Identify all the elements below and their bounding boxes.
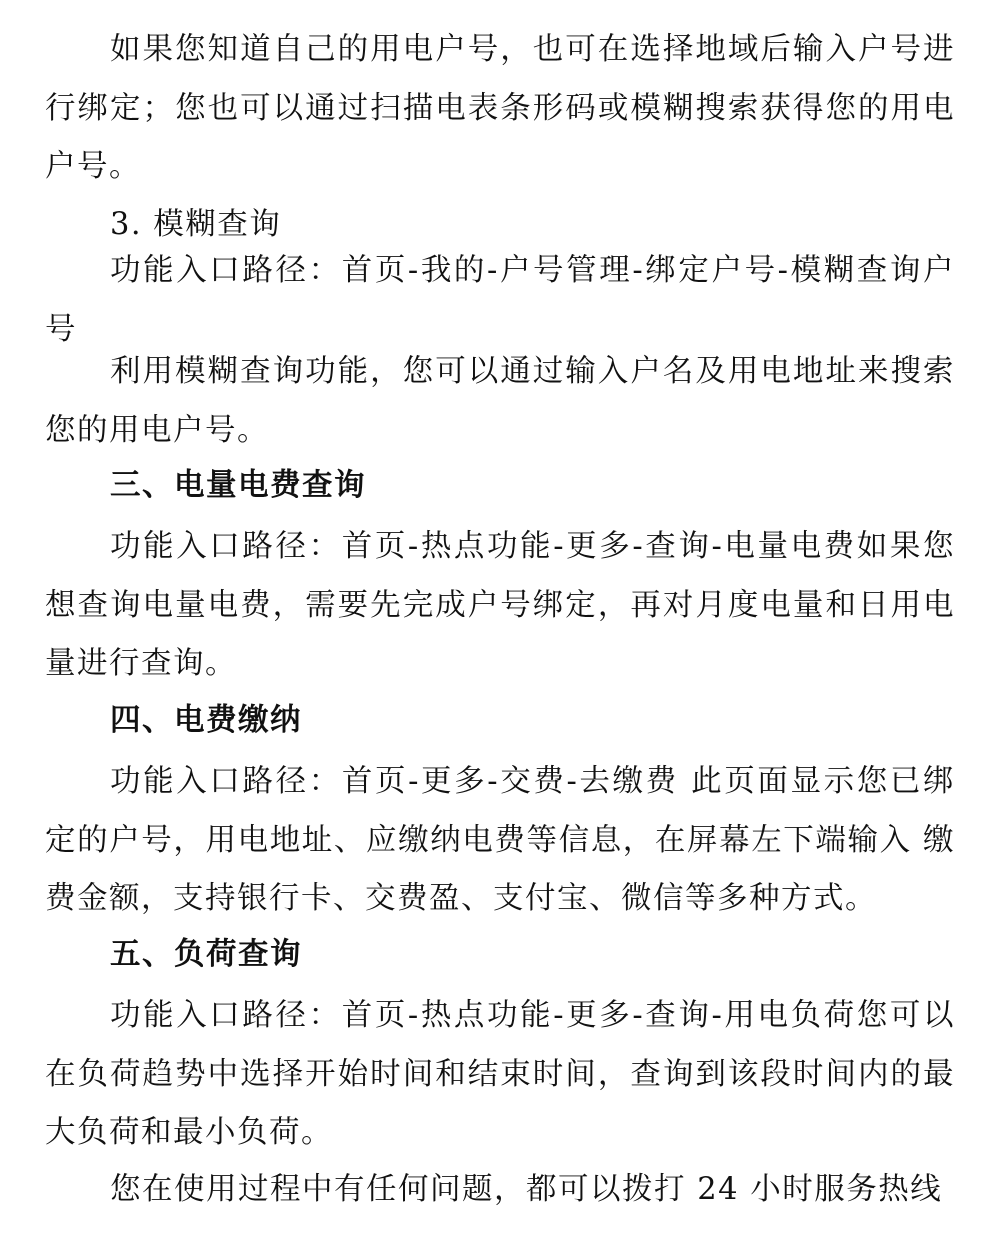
section-heading-electricity-bill-query: 三、电量电费查询 xyxy=(110,468,366,503)
section-heading-load-query: 五、负荷查询 xyxy=(110,937,302,972)
paragraph-load-query: 功能入口路径：首页-热点功能-更多-查询-用电负荷您可以在负荷趋势中选择开始时间和结束时间，查询到该段时间内的最大负荷和最小负荷。 xyxy=(45,998,955,1150)
paragraph-electricity-bill-query: 功能入口路径：首页-热点功能-更多-查询-电量电费如果您想查询电量电费，需要先完成户号绑定，再对月度电量和日用电量进行查询。 xyxy=(45,529,955,681)
paragraph-service-hotline: 您在使用过程中有任何问题，都可以拨打 24 小时服务热线 xyxy=(110,1172,943,1207)
subsection-title-fuzzy-query: 3. 模糊查询 xyxy=(110,207,282,242)
paragraph-fuzzy-query-path: 功能入口路径：首页-我的-户号管理-绑定户号-模糊查询户号 xyxy=(45,253,955,347)
paragraph-fuzzy-query-description: 利用模糊查询功能，您可以通过输入户名及用电地址来搜索您的用电户号。 xyxy=(45,354,955,448)
paragraph-bind-by-account-number: 如果您知道自己的用电户号，也可在选择地域后输入户号进行绑定；您也可以通过扫描电表条形码或模糊搜索获得您的用电户号。 xyxy=(45,32,955,184)
paragraph-bill-payment: 功能入口路径：首页-更多-交费-去缴费 此页面显示您已绑定的户号，用电地址、应缴纳电费等信息，在屏幕左下端输入 缴费金额，支持银行卡、交费盈、支付宝、微信等多种方式。 xyxy=(45,764,955,916)
section-heading-bill-payment: 四、电费缴纳 xyxy=(110,703,302,738)
